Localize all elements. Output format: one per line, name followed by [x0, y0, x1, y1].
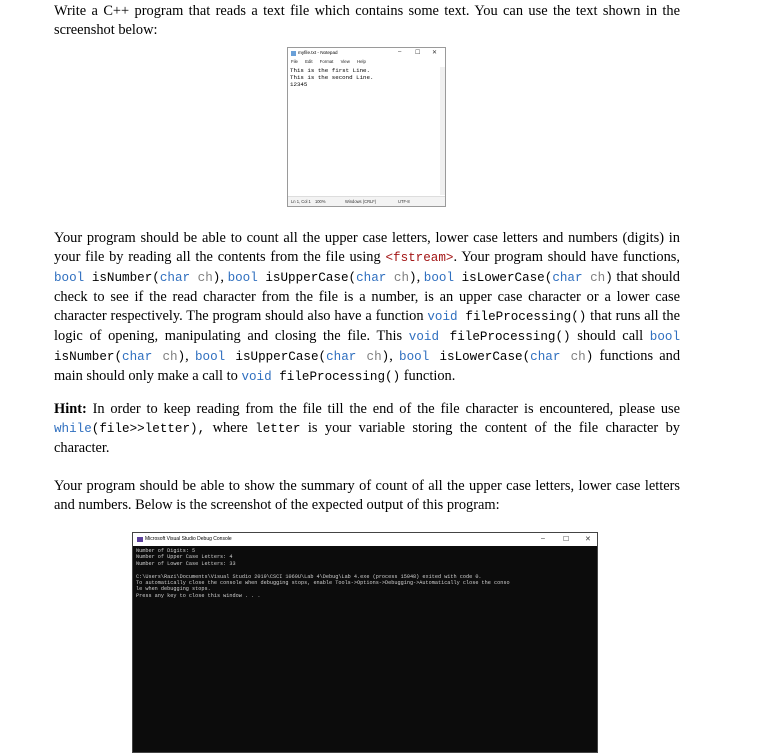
- console-line: le when debugging stops.: [136, 586, 211, 593]
- notepad-title: myfile.txt - Notepad: [298, 50, 338, 55]
- menu-format[interactable]: Format: [319, 59, 334, 64]
- console-line: Press any key to close this window . . .: [136, 592, 261, 599]
- hint-text: where: [205, 420, 256, 436]
- para-text: should call: [570, 328, 650, 344]
- para-text: Your program should be able to count all the upper case letters, lower case letters and numbers (digits) in your file by reading all the contents from the file using: [54, 230, 680, 265]
- console-line: Number of Upper Case Letters: 4: [136, 554, 233, 561]
- para-text: that runs all the logic of opening, manipulating and closing the file. This: [54, 308, 681, 344]
- code-isnumber-signature: bool isNumber(char ch): [54, 330, 680, 364]
- notepad-window: [287, 47, 446, 207]
- main-paragraph: Your program should be able to count all the upper case letters, lower case letters and numbers (digits) in your file by reading all the contents from the file using <fstream>. Your program should have functions, bool isNumber(char ch), bool isUpperCase(char ch), bool isLowerCase(char ch) that should check to see if the read character from the file is a number, is an upper case character or a lower case character respectively. The program should also have a function void fileProcessing() that runs all the logic of opening, manipulating and closing the file. This void fileProcessing() should call bool isNumber(char ch), bool isUpperCase(char ch), bool isLowerCase(char ch) functions and main should only make a call to void fileProcessing() function.: [54, 230, 681, 384]
- status-position: Ln 1, Col 1: [291, 199, 311, 204]
- close-icon[interactable]: ✕: [585, 536, 591, 543]
- hint-text: In order to keep reading from the file till the end of the file character is encountered, please use: [86, 401, 680, 417]
- status-encoding: UTF-8: [398, 199, 410, 204]
- code-fileprocessing-signature: void fileProcessing(): [427, 310, 587, 324]
- notepad-text-area[interactable]: [289, 67, 439, 195]
- notepad-icon: [291, 51, 296, 56]
- code-while-loop: while(file>>letter),: [54, 422, 206, 436]
- notepad-line: This is the second Line.: [290, 74, 374, 81]
- menu-help[interactable]: Help: [357, 59, 366, 64]
- code-isuppercase-signature: bool isUpperCase(char ch): [194, 350, 390, 364]
- code-islowercase-signature: bool isLowerCase(char ch): [399, 350, 594, 364]
- hint-text: is your variable storing the content of the file character by character.: [54, 420, 680, 456]
- notepad-line: This is the first Line.: [290, 67, 371, 74]
- para-text: functions and main should only make a call to: [54, 348, 681, 384]
- console-output: [133, 546, 597, 601]
- menu-view[interactable]: View: [340, 59, 350, 64]
- intro-text: Write a C++ program that reads a text file which contains some text. You can use the text shown in the screenshot below:: [54, 3, 680, 38]
- notepad-statusbar: [288, 196, 445, 206]
- code-fstream: <fstream>: [385, 251, 454, 265]
- code-isnumber-signature: bool isNumber(char ch): [54, 271, 221, 285]
- console-line: To automatically close the console when debugging stops, enable Tools->Options->Debugging->Automatically close the conso: [136, 580, 510, 587]
- notepad-titlebar: [288, 48, 445, 59]
- code-fileprocessing-signature: void fileProcessing(): [408, 330, 571, 344]
- notepad-menubar: [288, 59, 445, 66]
- notepad-line: 12345: [290, 81, 308, 88]
- para-text: function.: [400, 368, 456, 384]
- summary-paragraph: [54, 477, 680, 515]
- para-text: . Your program should have functions,: [453, 249, 680, 265]
- maximize-icon[interactable]: ☐: [415, 50, 421, 56]
- summary-text: Your program should be able to show the summary of count of all the upper case letters, lower case letters and numbers. Below is the screenshot of the expected output of this program:: [54, 478, 680, 513]
- notepad-scrollbar[interactable]: [440, 67, 445, 195]
- code-isuppercase-signature: bool isUpperCase(char ch): [227, 271, 417, 285]
- code-islowercase-signature: bool isLowerCase(char ch): [423, 271, 613, 285]
- console-titlebar: [133, 533, 597, 546]
- minimize-icon[interactable]: –: [541, 535, 545, 542]
- hint-label: Hint:: [54, 401, 87, 417]
- hint-paragraph: [54, 400, 680, 458]
- debug-console-window: [132, 532, 598, 753]
- para-text: that should check to see if the read character from the file is a number, is an upper case character or a lower case character respectively. The program should also have a function: [54, 269, 680, 324]
- menu-edit[interactable]: Edit: [305, 59, 313, 64]
- code-letter: letter: [255, 422, 301, 436]
- menu-file[interactable]: File: [291, 59, 298, 64]
- close-icon[interactable]: ✕: [432, 50, 438, 56]
- status-zoom: 100%: [315, 199, 326, 204]
- console-line: Number of Lower Case Letters: 33: [136, 560, 236, 567]
- visual-studio-icon: [137, 537, 143, 542]
- maximize-icon[interactable]: ☐: [563, 536, 570, 543]
- intro-paragraph: [54, 2, 680, 40]
- minimize-icon[interactable]: –: [398, 49, 402, 55]
- code-fileprocessing-signature: void fileProcessing(): [241, 370, 401, 384]
- console-title: Microsoft Visual Studio Debug Console: [145, 536, 232, 542]
- console-line: C:\Users\Razi\Documents\Visual Studio 2019\CSCI 1060U\Lab 4\Debug\Lab 4.exe (process 15048) exited with code 0.: [136, 573, 482, 580]
- status-line-ending: Windows (CRLF): [345, 199, 377, 204]
- console-line: Number of Digits: 5: [136, 548, 196, 554]
